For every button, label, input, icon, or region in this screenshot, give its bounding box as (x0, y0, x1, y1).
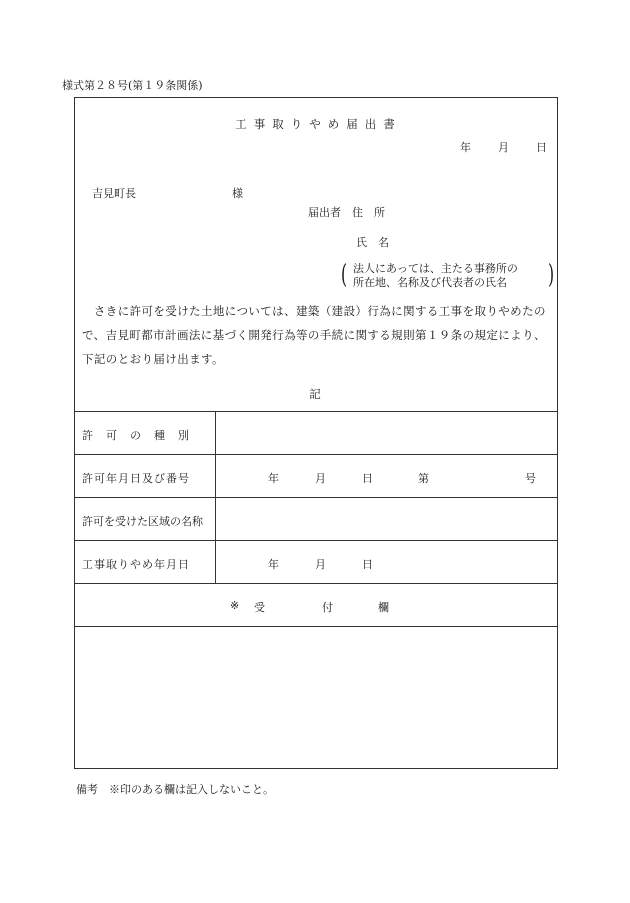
date-year-label: 年 (460, 141, 471, 154)
permit-type-label: 許 可 の 種 別 (82, 429, 190, 442)
recipient-honorific: 様 (232, 187, 243, 200)
right-parenthesis: ) (548, 260, 555, 290)
reception-char-3: 欄 (378, 601, 389, 614)
reception-char-2: 付 (322, 601, 333, 614)
table-row-line-4 (74, 583, 558, 584)
body-line-2: で、吉見町都市計画法に基づく開発行為等の手続に関する規則第１９条の規定により、 (82, 328, 546, 342)
left-parenthesis: ( (341, 260, 348, 290)
corporate-note-line-1: 法人にあっては、主たる事務所の (353, 262, 518, 275)
permit-go-label: 号 (525, 472, 536, 485)
cancel-day-label: 日 (362, 558, 373, 571)
document-title: 工事取りやめ届出書 (235, 117, 402, 131)
reception-line (74, 626, 558, 627)
submission-date (460, 139, 547, 155)
date-month-label: 月 (498, 141, 509, 154)
permit-month-label: 月 (315, 472, 326, 485)
table-row-line-2 (74, 497, 558, 498)
permit-date-number-label: 許可年月日及び番号 (82, 472, 190, 485)
reception-char-1: 受 (254, 601, 265, 614)
corporate-note-line-2: 所在地、名称及び代表者の氏名 (353, 276, 507, 289)
date-day-label: 日 (536, 141, 547, 154)
cancel-date-label: 工事取りやめ年月日 (82, 558, 190, 571)
reception-mark: ※ (230, 599, 240, 612)
remarks-note: 備考 ※印のある欄は記入しないこと。 (76, 783, 274, 796)
body-text (82, 299, 554, 371)
table-row-line-1 (74, 454, 558, 455)
body-line-3: 下記のとおり届け出ます。 (82, 352, 224, 366)
form-number: 様式第２８号(第１９条関係) (62, 79, 203, 92)
cancel-month-label: 月 (315, 558, 326, 571)
permit-year-label: 年 (268, 472, 279, 485)
table-row-line-3 (74, 540, 558, 541)
cancel-year-label: 年 (268, 558, 279, 571)
notifier-address-label: 届出者 住 所 (308, 206, 385, 219)
ki-heading: 記 (309, 387, 321, 401)
table-top-line (74, 411, 558, 412)
permit-day-label: 日 (362, 472, 373, 485)
notifier-name-label: 氏 名 (356, 236, 389, 249)
body-line-1: さきに許可を受けた土地については、建築（建設）行為に関する工事を取りやめたの (82, 304, 546, 318)
permit-area-name-label: 許可を受けた区域の名称 (82, 515, 203, 528)
permit-dai-label: 第 (418, 472, 429, 485)
table-column-divider (215, 411, 216, 583)
recipient-name: 吉見町長 (92, 187, 136, 200)
